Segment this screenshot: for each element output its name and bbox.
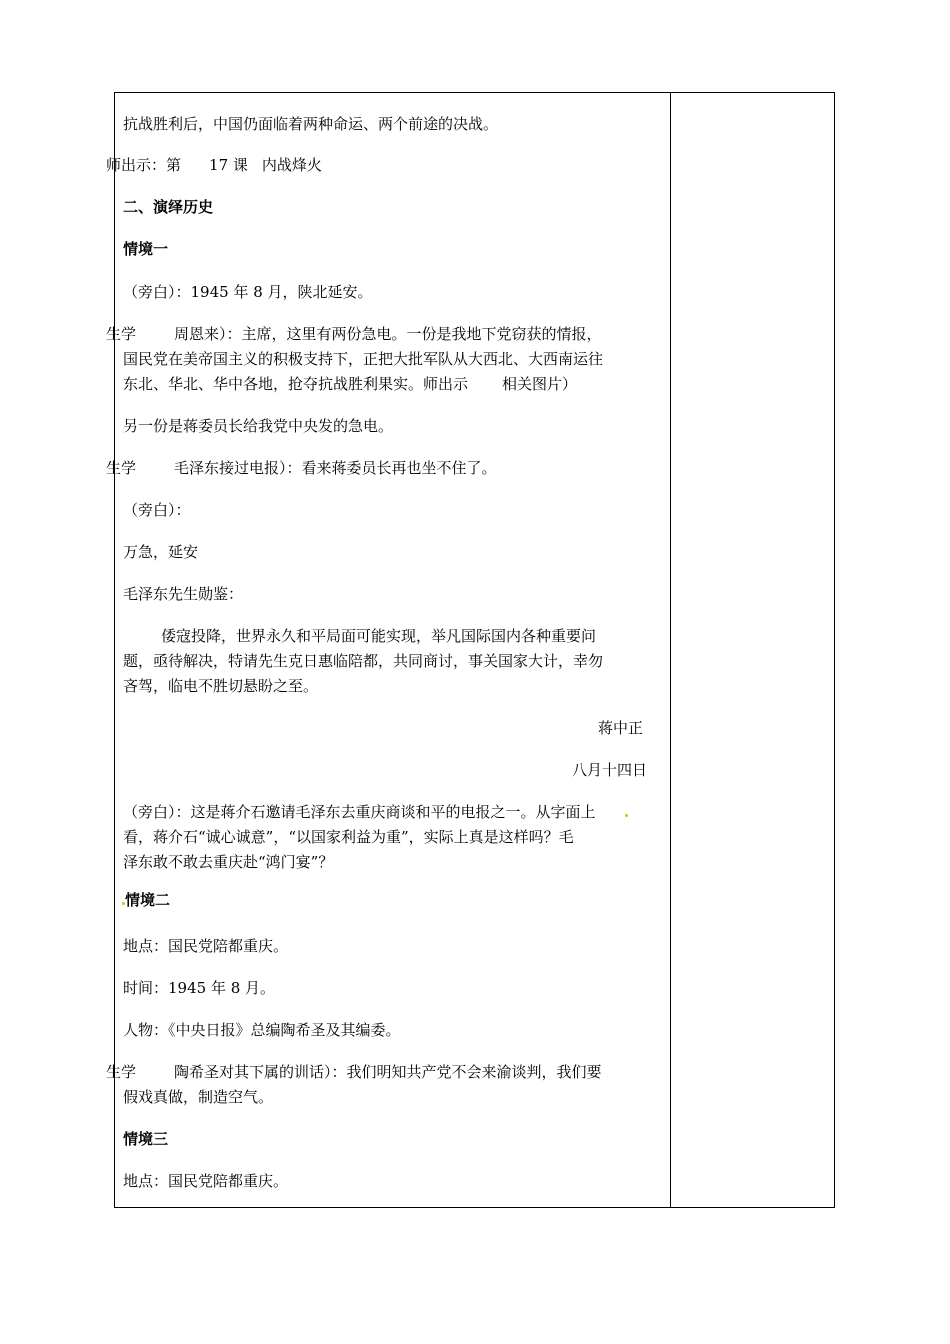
text-line: 毛泽东先生勋鉴： xyxy=(123,585,244,603)
signature-date: 八月十四日 xyxy=(572,761,648,779)
text-line: 另一份是蒋委员长给我党中央发的急电。 xyxy=(123,417,394,435)
text-line: 东北、华北、华中各地，抢夺抗战胜利果实。师出示 相关图片） xyxy=(123,375,578,393)
text-line: 人物：《中央日报》总编陶希圣及其编委。 xyxy=(123,1021,401,1039)
text-line: 时间：1945 年 8 月。 xyxy=(123,979,276,997)
lesson-table xyxy=(114,92,835,1208)
mark-dot xyxy=(625,814,628,817)
text-line: （旁白）：这是蒋介石邀请毛泽东去重庆商谈和平的电报之一。从字面上 xyxy=(123,803,596,821)
text-line: 看，蒋介石“诚心诚意”，“以国家利益为重”，实际上真是这样吗？毛 xyxy=(123,828,574,846)
text-line: 倭寇投降，世界永久和平局面可能实现，举凡国际国内各种重要问 xyxy=(161,627,597,645)
text-line: 万急，延安 xyxy=(123,543,199,561)
text-line: 生学 周恩来）：主席，这里有两份急电。一份是我地下党窃获的情报， xyxy=(106,325,602,343)
text-line: 泽东敢不敢去重庆赴“鸿门宴”？ xyxy=(123,853,334,871)
text-line: 师出示：第 17 课 内战烽火 xyxy=(106,156,322,174)
scene-heading: 情境一 xyxy=(123,240,169,258)
scene-heading: 情境三 xyxy=(123,1130,169,1148)
text-line: 吝驾，临电不胜切悬盼之至。 xyxy=(123,677,319,695)
text-line: 生学 毛泽东接过电报）：看来蒋委员长再也坐不住了。 xyxy=(106,459,497,477)
text-line: （旁白）：1945 年 8 月，陕北延安。 xyxy=(123,283,373,301)
scene-heading: 情境二 xyxy=(125,891,171,909)
text-line: 抗战胜利后，中国仍面临着两种命运、两个前途的决战。 xyxy=(123,115,499,133)
text-line: （旁白）： xyxy=(123,501,191,519)
text-line: 国民党在美帝国主义的积极支持下，正把大批军队从大西北、大西南运往 xyxy=(123,350,604,368)
signature-name: 蒋中正 xyxy=(598,719,644,737)
section-heading: 二、演绎历史 xyxy=(123,198,214,216)
text-line: 地点：国民党陪都重庆。 xyxy=(123,1172,289,1190)
text-line: 地点：国民党陪都重庆。 xyxy=(123,937,289,955)
text-line: 题，亟待解决，特请先生克日惠临陪都，共同商讨，事关国家大计，幸勿 xyxy=(123,652,604,670)
text-line: 假戏真做，制造空气。 xyxy=(123,1088,274,1106)
column-divider xyxy=(670,92,671,1208)
text-line: 生学 陶希圣对其下属的训话）：我们明知共产党不会来渝谈判，我们要 xyxy=(106,1063,602,1081)
